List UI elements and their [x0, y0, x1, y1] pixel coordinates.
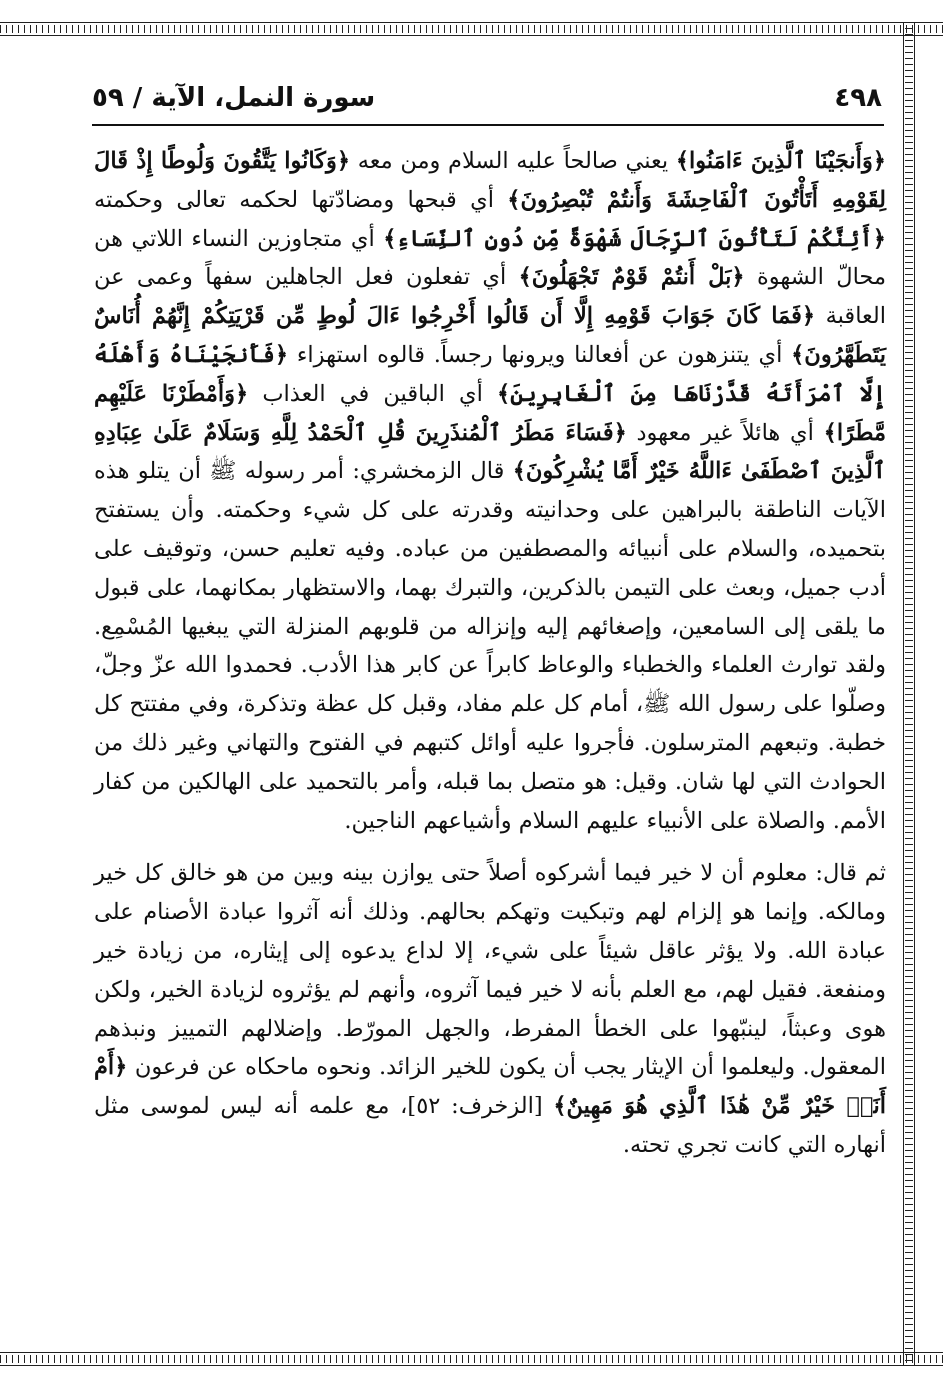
- quran-verse: ﴿أَمْ أَنَا۠ خَيْرٌ مِّنْ هَٰذَا ٱلَّذِي هُوَ مَهِينٌ﴾: [94, 1054, 886, 1120]
- page-body: [94, 142, 886, 1165]
- commentary-text: أي يتنزهون عن أفعالنا ويرونها رجساً. قالوه استهزاء: [288, 341, 792, 368]
- quran-verse: ﴿فَمَا كَانَ جَوَابَ قَوْمِهِ إِلَّا أَن قَالُوا أَخْرِجُوا ءَالَ لُوطٍ مِّن قَرْيَتِكُمْ إِنَّهُمْ أُنَاسٌ يَتَطَهَّرُونَ﴾: [94, 303, 886, 368]
- commentary-text: قال الزمخشري: أمر رسوله ﷺ أن يتلو هذه الآيات الناطقة بالبراهين على وحدانيته وقدرته على كل شيء وحكمته. وأن يستفتح بتحميده، والسلام على أنبيائه والمصطفين من عباده. وفيه تعليم حسن، وتوقيف على أدب جميل، وبعث على التيمن بالذكرين، والتبرك بهما، والاستظهار بمكانهما، على قبول ما يلقى إلى السامعين، وإصغائهم إليه وإنزاله من قلوبهم المنزلة التي يبغيها المُسْمِع. ولقد توارث العلماء والخطباء والوعاظ كابراً عن كابر هذا الأدب. فحمدوا الله عزّ وجلّ، وصلّوا على رسول الله ﷺ، أمام كل علم مفاد، وقبل كل عظة وتذكرة، وفي مفتتح كل خطبة. وتبعهم المترسلون. فأجروا عليه أوائل كتبهم في الفتوح والتهاني وغير ذلك من الحوادث التي لها شان. وقيل: هو متصل بما قبله، وأمر بالتحميد على الهالكين من كفار الأمم. والصلاة على الأنبياء عليهم السلام وأشياعهم الناجين.: [94, 458, 886, 834]
- quran-verse: ﴿فَسَاءَ مَطَرُ ٱلْمُنذَرِينَ قُلِ ٱلْحَمْدُ لِلَّهِ وَسَلَامٌ عَلَىٰ عِبَادِهِ ٱلَّذِينَ ٱصْطَفَىٰ ءَاللَّهُ خَيْرٌ أَمَّا يُشْرِكُونَ﴾: [94, 419, 886, 485]
- commentary-text: يعني صالحاً عليه السلام ومن معه: [350, 148, 676, 174]
- page-number: ٤٩٨: [834, 83, 882, 113]
- commentary-text: أي هائلاً غير معهود: [626, 419, 824, 446]
- commentary-text: أي تفعلون فعل الجاهلين سفهاً وعمى عن العاقبة: [94, 264, 887, 330]
- quran-verse: ﴿وَأَنجَيْنَا ٱلَّذِينَ ءَامَنُوا﴾: [675, 148, 886, 174]
- quran-verse: ﴿وَأَمْطَرْنَا عَلَيْهِم مَّطَرًا﴾: [94, 380, 886, 446]
- quran-verse: ﴿فَأَنجَيْنَاهُ وَأَهْلَهُ إِلَّا ٱمْرَأَتَهُ قَدَّرْنَاهَا مِنَ ٱلْغَابِرِينَ﴾: [94, 341, 886, 407]
- commentary-text: ثم قال: معلوم أن لا خير فيما أشركوه أصلاً حتى يوازن بينه وبين من هو خالق كل خير ومالكه. وإنما هو إلزام لهم وتبكيت وتهكم بحالهم. وذلك أنه آثروا عبادة الأصنام على عبادة الله. ولا يؤثر عاقل شيئاً على شيء، إلا لداع يدعوه إلى إيثاره، من زيادة خير ومنفعة. فقيل لهم، مع العلم بأنه لا خير فيما آثروه، وأنهم لم يؤثروه لزيادة الخير، ولكن هوى وعبثاً، لينبّهوا على الخطأ المفرط، والجهل المورّط. وإضلالهم التمييز ونبذهم المعقول. وليعلموا أن الإيثار يجب أن يكون للخير الزائد. ونحوه ماحكاه عن فرعون: [94, 860, 886, 1081]
- quran-verse: ﴿أَئِنَّكُمْ لَتَأْتُونَ ٱلرِّجَالَ شَهْوَةً مِّن دُونِ ٱلنِّسَاءِ﴾: [383, 225, 886, 252]
- page-border-right: [903, 22, 915, 1366]
- quran-verse: ﴿وَكَانُوا يَتَّقُونَ وَلُوطًا إِذْ قَالَ لِقَوْمِهِ أَتَأْتُونَ ٱلْفَاحِشَةَ وَأَنتُمْ تُبْصِرُونَ﴾: [94, 148, 886, 213]
- paragraph-2: [94, 854, 886, 1164]
- commentary-text: أي قبحها ومضادّتها لحكمه تعالى وحكمته: [94, 186, 508, 213]
- commentary-text: أي متجاوزين النساء اللاتي هن محالّ الشهوة: [94, 225, 886, 291]
- paragraph-1: [94, 142, 886, 840]
- commentary-text: [الزخرف: ٥٢]، مع علمه أنه ليس لموسى مثل أنهاره التي كانت تجري تحته.: [94, 1093, 886, 1158]
- running-title: سورة النمل، الآية / ٥٩: [92, 83, 376, 113]
- page-border-bottom: [0, 1352, 943, 1366]
- commentary-text: أي الباقين في العذاب: [248, 380, 498, 407]
- header-rule: [92, 124, 884, 126]
- quran-verse: ﴿بَلْ أَنتُمْ قَوْمٌ تَجْهَلُونَ﴾: [518, 264, 745, 291]
- page-header: [92, 74, 882, 122]
- page-border-top: [0, 22, 943, 36]
